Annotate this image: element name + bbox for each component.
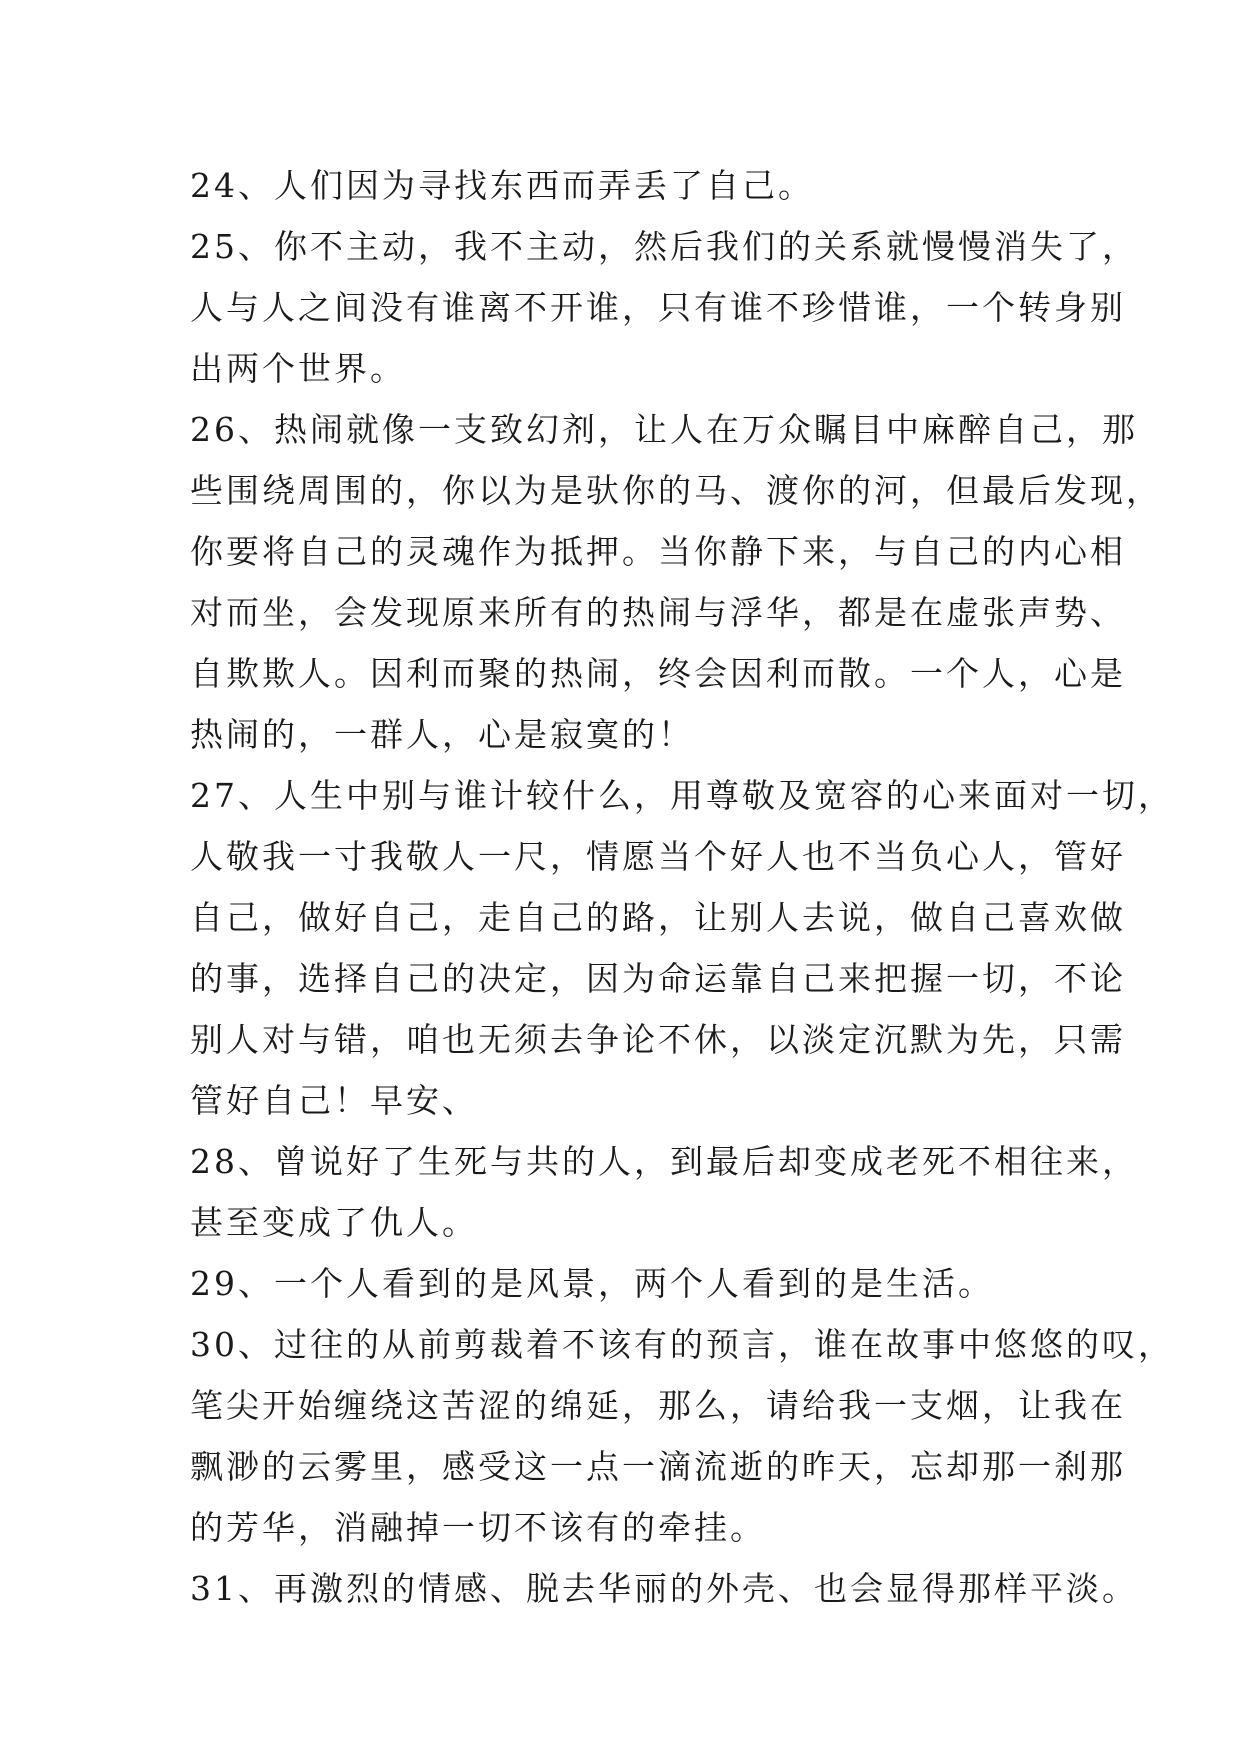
text-line: 人敬我一寸我敬人一尺，情愿当个好人也不当负心人，管好 bbox=[190, 837, 1126, 876]
text-line: 些围绕周围的，你以为是驮你的马、渡你的河，但最后发现， bbox=[190, 471, 1162, 510]
text-line: 人与人之间没有谁离不开谁，只有谁不珍惜谁，一个转身别 bbox=[190, 288, 1126, 327]
text-line: 甚至变成了仇人。 bbox=[190, 1203, 478, 1242]
text-line: 31、再激烈的情感、脱去华丽的外壳、也会显得那样平淡。 bbox=[190, 1569, 1138, 1608]
text-line: 你要将自己的灵魂作为抵押。当你静下来，与自己的内心相 bbox=[190, 532, 1126, 571]
text-line: 出两个世界。 bbox=[190, 349, 406, 388]
text-line: 24、人们因为寻找东西而弄丢了自己。 bbox=[190, 166, 814, 205]
document-body bbox=[190, 155, 1174, 1619]
text-line: 27、人生中别与谁计较什么，用尊敬及宽容的心来面对一切， bbox=[190, 776, 1174, 815]
text-line: 对而坐，会发现原来所有的热闹与浮华，都是在虚张声势、 bbox=[190, 593, 1126, 632]
text-line: 飘渺的云雾里，感受这一点一滴流逝的昨天，忘却那一刹那 bbox=[190, 1447, 1126, 1486]
text-line: 25、你不主动，我不主动，然后我们的关系就慢慢消失了， bbox=[190, 227, 1138, 266]
text-line: 热闹的，一群人，心是寂寞的！ bbox=[190, 715, 694, 754]
text-line: 30、过往的从前剪裁着不该有的预言，谁在故事中悠悠的叹， bbox=[190, 1325, 1174, 1364]
text-line: 管好自己！早安、 bbox=[190, 1081, 478, 1120]
text-line: 自欺欺人。因利而聚的热闹，终会因利而散。一个人，心是 bbox=[190, 654, 1126, 693]
text-line: 笔尖开始缠绕这苦涩的绵延，那么，请给我一支烟，让我在 bbox=[190, 1386, 1126, 1425]
text-line: 28、曾说好了生死与共的人，到最后却变成老死不相往来， bbox=[190, 1142, 1138, 1181]
text-line: 29、一个人看到的是风景，两个人看到的是生活。 bbox=[190, 1264, 994, 1303]
text-line: 自己，做好自己，走自己的路，让别人去说，做自己喜欢做 bbox=[190, 898, 1126, 937]
text-line: 的事，选择自己的决定，因为命运靠自己来把握一切，不论 bbox=[190, 959, 1126, 998]
text-line: 别人对与错，咱也无须去争论不休，以淡定沉默为先，只需 bbox=[190, 1020, 1126, 1059]
text-line: 的芳华，消融掉一切不该有的牵挂。 bbox=[190, 1508, 766, 1547]
text-line: 26、热闹就像一支致幻剂，让人在万众瞩目中麻醉自己，那 bbox=[190, 410, 1138, 449]
